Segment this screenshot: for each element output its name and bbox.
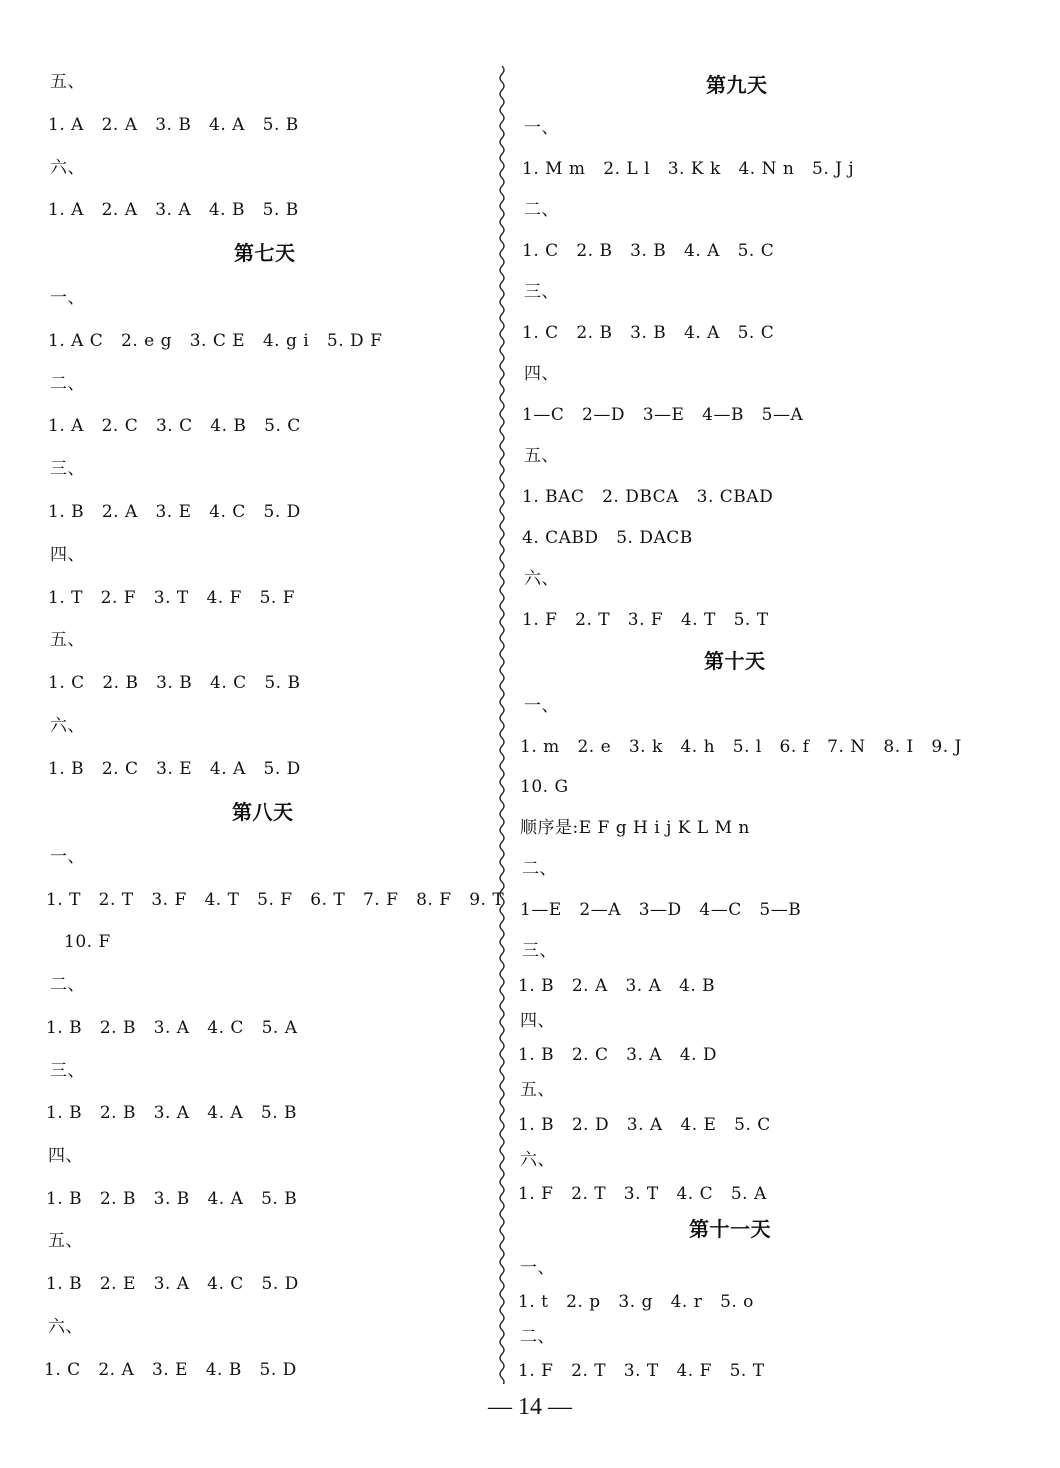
page-number: — 14 — <box>488 1394 572 1420</box>
section-label: 三、 <box>50 1061 85 1081</box>
section-label: 三、 <box>524 282 559 302</box>
answer-line: 1. B 2. C 3. E 4. A 5. D <box>48 759 301 779</box>
answer-line: 1. T 2. T 3. F 4. T 5. F 6. T 7. F 8. F 9. T <box>46 890 505 910</box>
answer-line: 1. F 2. T 3. T 4. F 5. T <box>518 1361 765 1381</box>
answer-line: 1. M m 2. L l 3. K k 4. N n 5. J j <box>522 159 855 179</box>
answer-line: 1—C 2—D 3—E 4—B 5—A <box>522 405 804 425</box>
answer-line: 1. B 2. A 3. E 4. C 5. D <box>48 502 301 522</box>
section-label: 六、 <box>524 569 559 589</box>
day-heading: 第九天 <box>706 73 768 97</box>
answer-line: 1. C 2. B 3. B 4. A 5. C <box>522 241 775 261</box>
section-label: 五、 <box>50 72 85 92</box>
answer-line: 1. C 2. A 3. E 4. B 5. D <box>44 1360 297 1380</box>
section-label: 四、 <box>48 1146 83 1166</box>
answer-line: 1. B 2. B 3. A 4. A 5. B <box>46 1103 297 1123</box>
section-label: 三、 <box>50 459 85 479</box>
answer-line: 1. BAC 2. DBCA 3. CBAD <box>522 487 774 507</box>
section-label: 六、 <box>50 716 85 736</box>
answer-line: 4. CABD 5. DACB <box>522 528 693 548</box>
section-label: 一、 <box>524 696 559 716</box>
answer-line: 1. B 2. A 3. A 4. B <box>518 976 716 996</box>
answer-line: 1. B 2. D 3. A 4. E 5. C <box>518 1115 771 1135</box>
section-label: 六、 <box>520 1150 555 1170</box>
answer-line: 1. A C 2. e g 3. C E 4. g i 5. D F <box>48 331 383 351</box>
answer-line: 1. T 2. F 3. T 4. F 5. F <box>48 588 296 608</box>
answer-line: 1. m 2. e 3. k 4. h 5. l 6. f 7. N 8. I 9. J <box>520 737 962 757</box>
day-heading: 第八天 <box>232 800 294 824</box>
section-label: 五、 <box>50 630 85 650</box>
section-label: 二、 <box>50 374 85 394</box>
section-label: 一、 <box>50 288 85 308</box>
answer-line: 1. A 2. C 3. C 4. B 5. C <box>48 416 301 436</box>
answer-line: 1. A 2. A 3. A 4. B 5. B <box>48 200 299 220</box>
day-heading: 第十一天 <box>689 1217 771 1241</box>
section-label: 二、 <box>520 1327 555 1347</box>
section-label: 二、 <box>522 859 557 879</box>
answer-line: 1—E 2—A 3—D 4—C 5—B <box>520 900 802 920</box>
section-label: 四、 <box>50 545 85 565</box>
answer-line: 1. t 2. p 3. g 4. r 5. o <box>518 1292 754 1312</box>
answer-line: 1. B 2. B 3. B 4. A 5. B <box>46 1189 298 1209</box>
answer-line: 1. B 2. C 3. A 4. D <box>518 1045 718 1065</box>
section-label: 五、 <box>520 1080 555 1100</box>
answer-line: 1. B 2. B 3. A 4. C 5. A <box>46 1018 298 1038</box>
section-label: 五、 <box>524 446 559 466</box>
answer-line: 10. G <box>520 777 569 797</box>
answer-line: 顺序是:E F g H i j K L M n <box>520 818 750 838</box>
answer-line: 1. C 2. B 3. B 4. A 5. C <box>522 323 775 343</box>
answer-line: 10. F <box>64 932 111 952</box>
section-label: 六、 <box>50 158 85 178</box>
section-label: 二、 <box>50 975 85 995</box>
day-heading: 第十天 <box>704 649 766 673</box>
answer-line: 1. B 2. E 3. A 4. C 5. D <box>46 1274 299 1294</box>
answer-line: 1. F 2. T 3. T 4. C 5. A <box>518 1184 767 1204</box>
section-label: 三、 <box>522 941 557 961</box>
section-label: 四、 <box>524 364 559 384</box>
section-label: 一、 <box>50 847 85 867</box>
section-label: 六、 <box>48 1317 83 1337</box>
section-label: 五、 <box>48 1231 83 1251</box>
section-label: 二、 <box>524 200 559 220</box>
column-divider <box>494 66 510 1384</box>
answer-line: 1. A 2. A 3. B 4. A 5. B <box>48 115 299 135</box>
section-label: 四、 <box>520 1011 555 1031</box>
section-label: 一、 <box>520 1258 555 1278</box>
section-label: 一、 <box>524 118 559 138</box>
answer-line: 1. C 2. B 3. B 4. C 5. B <box>48 673 301 693</box>
answer-line: 1. F 2. T 3. F 4. T 5. T <box>522 610 769 630</box>
day-heading: 第七天 <box>234 241 296 265</box>
